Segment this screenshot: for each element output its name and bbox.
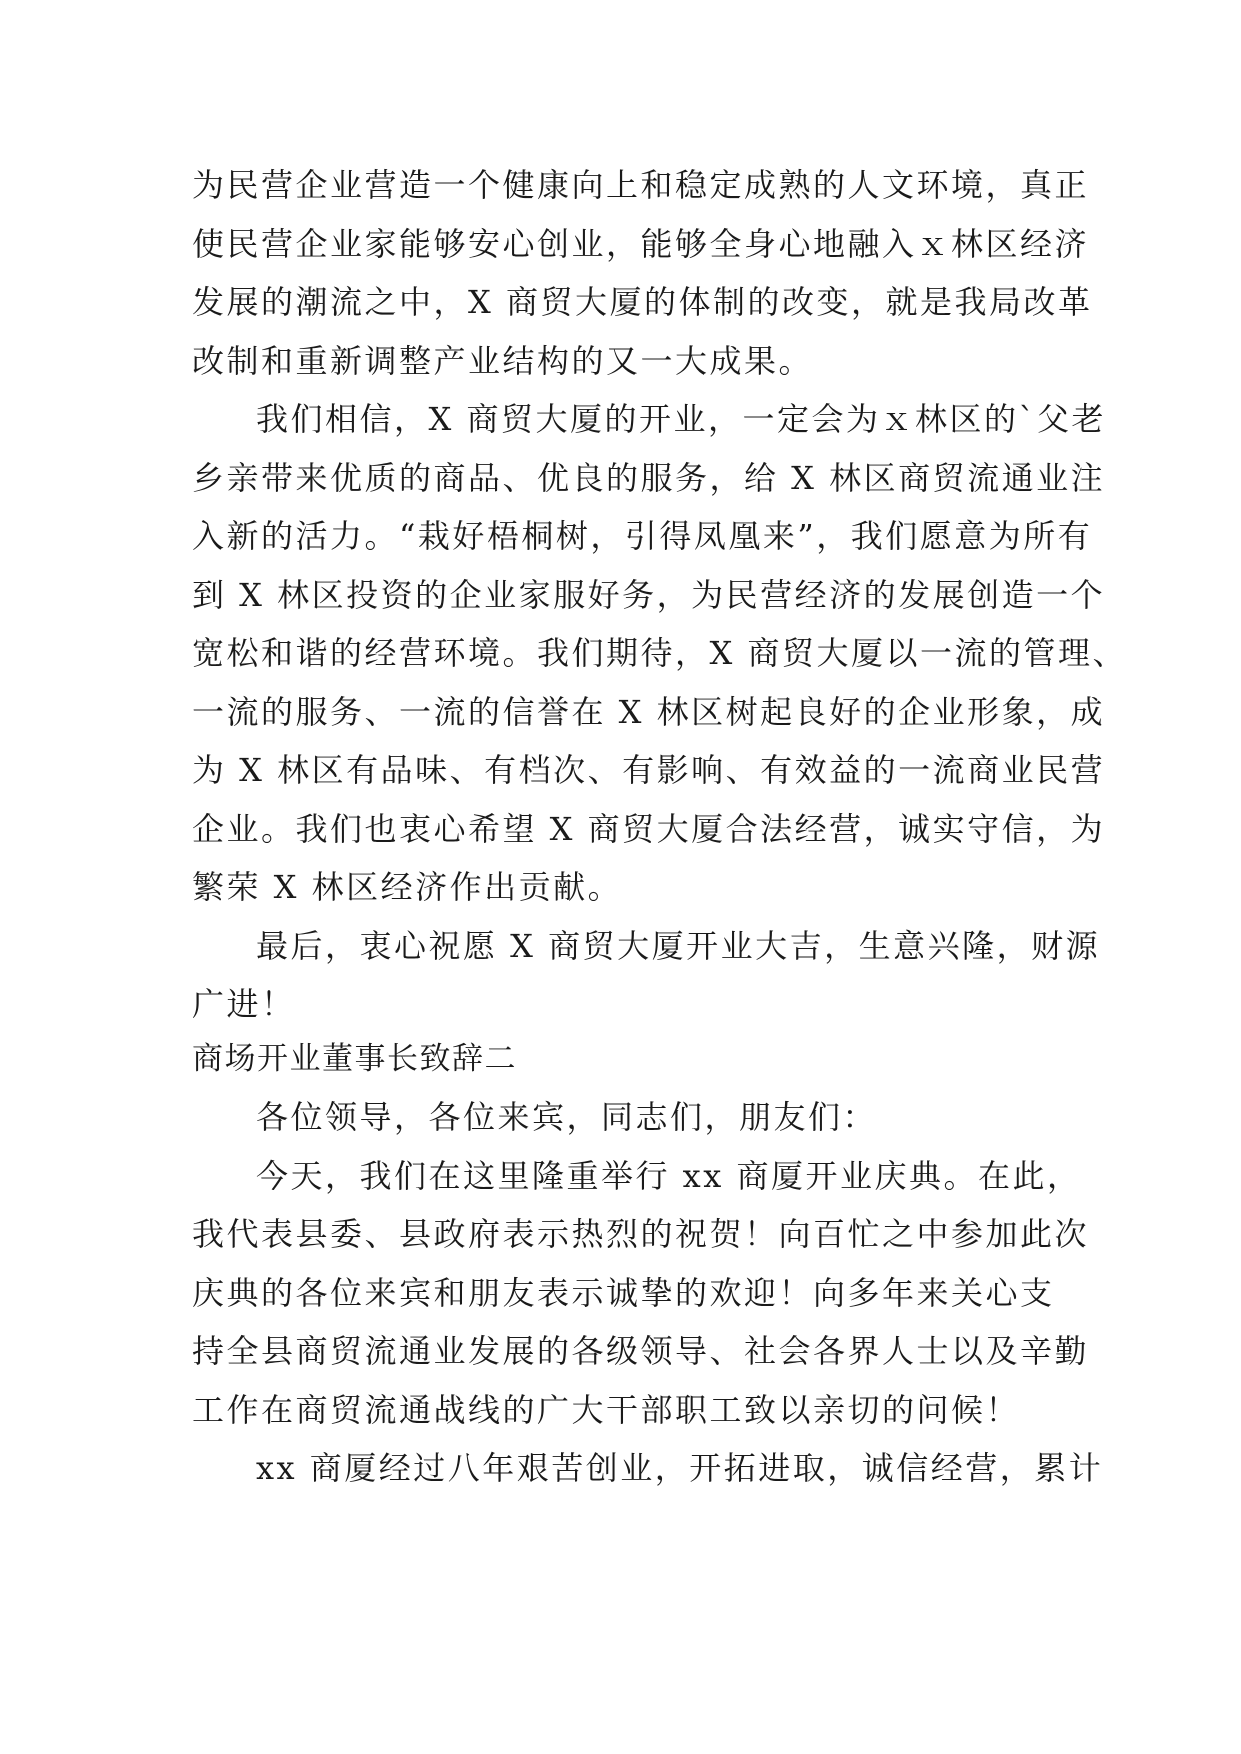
text-line: 最后，衷心祝愿 X 商贸大厦开业大吉，生意兴隆，财源 [256, 926, 1101, 965]
text-line: 发展的潮流之中，X 商贸大厦的体制的改变，就是我局改革 [192, 283, 1093, 321]
text-line: 改制和重新调整产业结构的又一大成果。 [192, 341, 814, 380]
text-line: 持全县商贸流通业发展的各级领导、社会各界人士以及辛勤 [192, 1332, 1090, 1370]
text-line: 各位领导，各位来宾，同志们，朋友们： [256, 1098, 878, 1136]
text-line: 企业。我们也衷心希望 X 商贸大厦合法经营，诚实守信，为 [192, 809, 1106, 848]
body-text-section-1 [192, 156, 1127, 1034]
text-line: 工作在商贸流通战线的广大干部职工致以亲切的问候！ [192, 1390, 1021, 1429]
text-line: 一流的服务、一流的信誉在 X 林区树起良好的企业形象，成 [192, 692, 1106, 731]
text-line: xx 商厦经过八年艰苦创业，开拓进取，诚信经营，累计 [256, 1449, 1104, 1487]
text-line: 到 X 林区投资的企业家服好务，为民营经济的发展创造一个 [192, 575, 1106, 614]
text-line: 广进！ [192, 985, 296, 1023]
section-heading: 商场开业董事长致辞二 [192, 1041, 517, 1077]
text-line: 入新的活力。“栽好梧桐树，引得凤凰来”，我们愿意为所有 [192, 517, 1093, 555]
body-text-section-2 [192, 1088, 1104, 1498]
text-line: 庆典的各位来宾和朋友表示诚挚的欢迎！向多年来关心支 [192, 1273, 1055, 1312]
text-line: 为民营企业营造一个健康向上和稳定成熟的人文环境，真正 [192, 166, 1090, 204]
text-line: 乡亲带来优质的商品、优良的服务，给 X 林区商贸流通业注 [192, 458, 1106, 497]
text-line: 宽松和谐的经营环境。我们期待，X 商贸大厦以一流的管理、 [192, 634, 1127, 672]
text-line: 我们相信，X 商贸大厦的开业，一定会为ｘ林区的`父老 [256, 400, 1106, 438]
text-line: 使民营企业家能够安心创业，能够全身心地融入ｘ林区经济 [192, 224, 1090, 263]
text-line: 今天，我们在这里隆重举行 xx 商厦开业庆典。在此， [256, 1156, 1082, 1195]
text-line: 繁荣 X 林区经济作出贡献。 [192, 868, 623, 906]
text-line: 我代表县委、县政府表示热烈的祝贺！向百忙之中参加此次 [192, 1215, 1090, 1253]
text-line: 为 X 林区有品味、有档次、有影响、有效益的一流商业民营 [192, 751, 1106, 789]
